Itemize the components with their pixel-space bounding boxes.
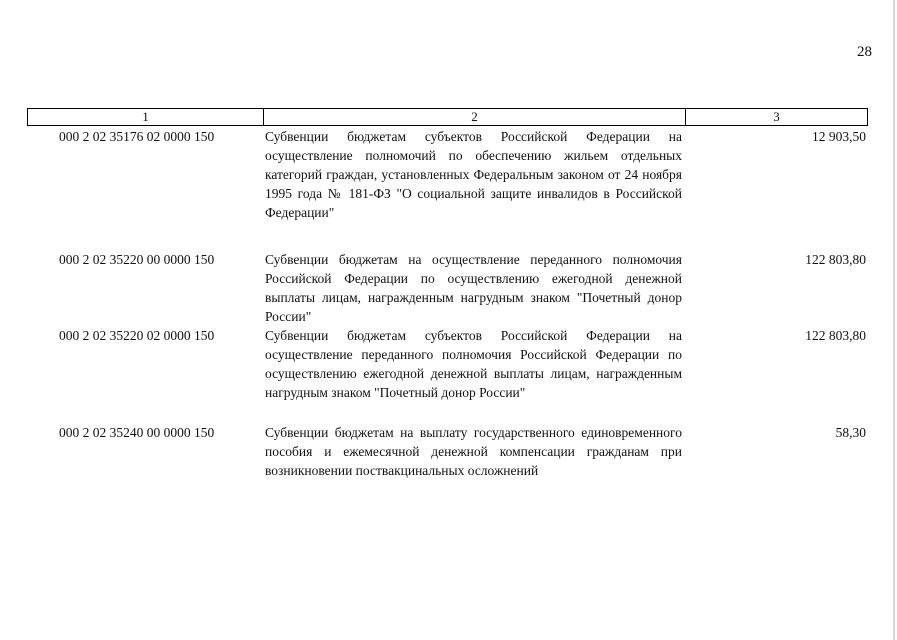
row-amount: 58,30 xyxy=(835,425,866,440)
budget-code: 000 2 02 35220 02 0000 150 xyxy=(59,328,215,343)
budget-code: 000 2 02 35220 00 0000 150 xyxy=(59,252,215,267)
row-amount: 122 803,80 xyxy=(805,328,866,343)
row-description: Субвенции бюджетам субъектов Российской Федерации на осуществление переданного полномочия Российской Федерации по осуществлению ежегодной денежной выплаты лицам, награжденным нагрудным знаком "Почетный донор России" xyxy=(265,328,682,400)
row-description: Субвенции бюджетам субъектов Российской Федерации на осуществление полномочий по обеспечению жильем отдельных категорий граждан, установленных Федеральным законом от 24 ноября 1995 года № 181-ФЗ "О социальной защите инвалидов в Российской Федерации" xyxy=(265,129,682,220)
budget-code: 000 2 02 35176 02 0000 150 xyxy=(59,129,215,144)
column-header-1: 1 xyxy=(28,109,264,125)
table-header xyxy=(27,108,868,126)
page-number: 28 xyxy=(857,44,872,60)
column-header-3: 3 xyxy=(773,109,780,124)
budget-code: 000 2 02 35240 00 0000 150 xyxy=(59,425,215,440)
row-amount: 12 903,50 xyxy=(812,129,866,144)
row-description: Субвенции бюджетам на осуществление переданного полномочия Российской Федерации по осуществлению ежегодной денежной выплаты лицам, награжденным нагрудным знаком "Почетный донор России" xyxy=(265,252,682,324)
row-amount: 122 803,80 xyxy=(805,252,866,267)
row-description: Субвенции бюджетам на выплату государственного единовременного пособия и ежемесячной денежной компенсации гражданам при возникновении поствакцинальных осложнений xyxy=(265,425,682,478)
column-header-2: 2 xyxy=(264,109,686,125)
scan-edge-divider xyxy=(893,0,895,640)
